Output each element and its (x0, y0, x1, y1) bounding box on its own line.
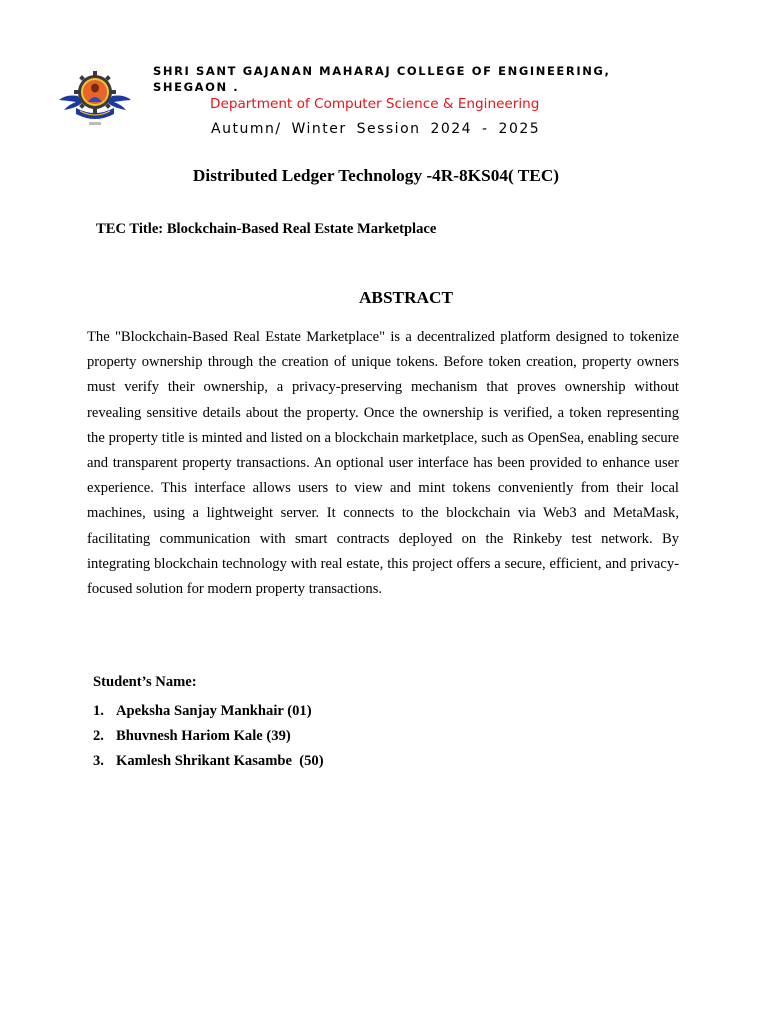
student-list (93, 699, 324, 775)
college-name: SHRI SANT GAJANAN MAHARAJ COLLEGE OF ENGINEERING, SHEGAON . (153, 64, 611, 94)
students-label: Student’s Name: (93, 674, 197, 690)
student-number: 3. (93, 753, 104, 770)
student-name: Bhuvnesh Hariom Kale (39) (116, 728, 291, 745)
student-name: Apeksha Sanjay Mankhair (01) (116, 703, 312, 719)
document-header (0, 0, 768, 150)
student-name: Kamlesh Shrikant Kasambe (50) (116, 753, 324, 770)
student-item (93, 724, 324, 749)
abstract-body: The "Blockchain-Based Real Estate Marketplace" is a decentralized platform designed to tokenize property ownership through the creation of unique tokens. Before token creation, property owners must verify their ownership, a privacy-preserving mechanism that proves ownership without revealing sensitive details about the property. Once the ownership is verified, a token representing the property title is minted and listed on a blockchain marketplace, such as OpenSea, enabling secure and transparent property transactions. An optional user interface has been provided to enhance user experience. This interface allows users to view and mint tokens conveniently from their local machines, using a lightweight server. It connects to the blockchain via Web3 and MetaMask, facilitating communication with smart contracts deployed on the Rinkeby test network. By integrating blockchain technology with real estate, this project offers a secure, efficient, and privacy-focused solution for modern property transactions. (87, 329, 679, 598)
college-emblem-icon (56, 68, 134, 130)
tec-title: TEC Title: Blockchain-Based Real Estate Marketplace (96, 221, 437, 237)
student-item (93, 749, 324, 774)
student-item (93, 699, 324, 724)
student-number: 1. (93, 703, 104, 719)
abstract-heading: ABSTRACT (358, 288, 454, 307)
department-name: Department of Computer Science & Engineering (210, 96, 540, 112)
session-label: Autumn/ Winter Session 2024 - 2025 (211, 121, 541, 137)
course-title: Distributed Ledger Technology -4R-8KS04( TEC) (192, 166, 560, 185)
student-number: 2. (93, 728, 104, 745)
